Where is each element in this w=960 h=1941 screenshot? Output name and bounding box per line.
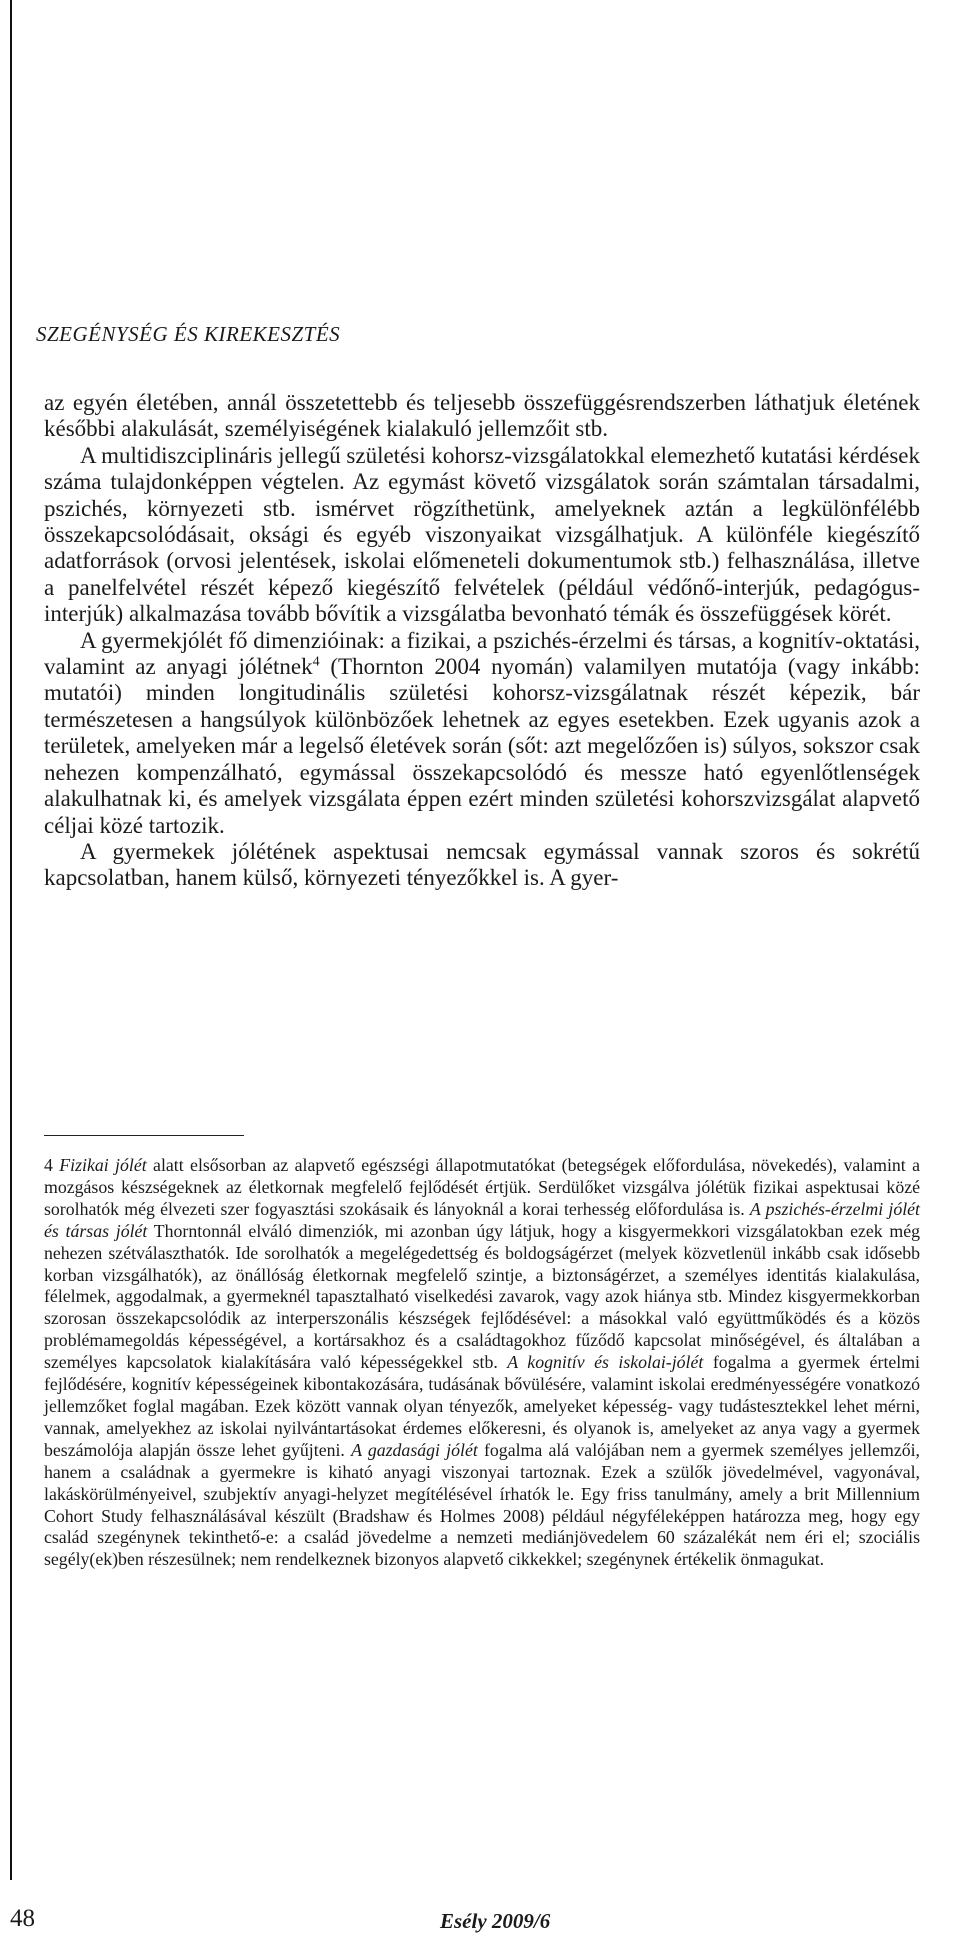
- footnote-text-3: fogalma a gyermek értelmi fejlődésére, kognitív képességeinek kibontakozására, tudásának bővülésére, valamint iskolai eredményességére vonatkozó jellemzőket foglal magában. Ezek között vannak olyan tényezők, amelyeket képesség- vagy tudástesztekkel lehet mérni, vannak, amelyekhez az iskolai nyilvántartásokat érdemes előkeresni, és olyanok is, amelyeket az anya vagy a gyermek beszámolója alapján össze lehet gyűjteni.: [44, 1352, 920, 1460]
- footnote-term-cognitive: A kognitív és iskolai-jólét: [507, 1352, 704, 1373]
- footnote-4: [44, 1155, 920, 1571]
- footnote-text-4: fogalma alá valójában nem a gyermek személyes jellemzői, hanem a családnak a gyermekre is kiható anyagi viszonyai tartoznak. Ezek a szülők jövedelmével, vagyonával, lakáskörülményeivel, szubjektív anyagi-helyzet megítélésével írhatók le. Egy friss tanulmány, amely a brit Millennium Cohort Study felhasználásával készült (Bradshaw és Holmes 2008) például négyféleképpen határozza meg, hogy egy család szegénynek tekinthető-e: a család jövedelme a nemzeti mediánjövedelem 60 százalékát nem éri el; szociális segély(ek)ben részesülnek; nem rendelkeznek bizonyos alapvető cikkekkel; szegénynek értékelik önmagukat.: [44, 1439, 920, 1570]
- main-text: [44, 390, 920, 892]
- journal-issue: Esély 2009/6: [440, 1909, 551, 1933]
- running-head: SZEGÉNYSÉG ÉS KIREKESZTÉS: [36, 322, 341, 346]
- footnote-separator: [44, 1135, 244, 1136]
- footnote-text-2: Thorntonnál elváló dimenziók, mi azonban úgy látjuk, hogy a kisgyermekkori vizsgálatokban ezek még nehezen szétválaszthatók. Ide sorolhatók a megelégedettség és boldogságérzet (melyek közvetlenül inkább csak idősebb korban vizsgálhatók), az önállóság életkornak megfelelő szintje, a biztonságérzet, a személyes identitás kialakulása, félelmek, aggodalmak, a gyermeknél tapasztalható viselkedési zavarok, vagy azok hiánya stb. Mindez kisgyermekkorban szorosan összekapcsolódik az interperszonális készségek fejlődésével: a másokkal való együttműködés és a közös problémamegoldás képességével, a kortársakhoz és a családtagokhoz fűződő kapcsolat minőségével, és általában a személyes kapcsolatok kialakítására való képességekkel stb.: [44, 1220, 920, 1373]
- footnote-text-1: alatt elsősorban az alapvető egészségi állapotmutatókat (betegségek előfordulása, növekedés), valamint a mozgásos készségeknek az életkornak megfelelő fejlődését értjük. Serdülőket vizsgálva jólétük fizikai aspektusai közé sorolhatók még élvezeti szer fogyasztási szokásaik és lányoknál a korai terhesség előfordulása is.: [44, 1155, 921, 1219]
- footnote-ref-4[interactable]: 4: [312, 654, 320, 670]
- paragraph-3-rest: (Thornton 2004 nyomán) valamilyen mutatója (vagy inkább: mutatói) minden longitudinális születési kohorsz-vizsgálatnak részét képezik, bár természetesen a hangsúlyok különbözőek lehetnek az egyes esetekben. Ezek ugyanis azok a területek, amelyeken már a legelső életévek során (sőt: azt megelőzően is) súlyos, sokszor csak nehezen kompenzálható, egymással összekapcsolódó és messze ható egyenlőtlenségek alakulhatnak ki, és amelyek vizsgálata éppen ezért minden születési kohorszvizsgálat alapvető céljai közé tartozik.: [44, 654, 920, 838]
- footnote-paragraph: [44, 1155, 920, 1571]
- footnote-term-economic: A gazdasági jólét: [351, 1439, 478, 1460]
- margin-rule: [10, 0, 12, 1880]
- paragraph-3: [44, 628, 920, 839]
- page-number: 48: [10, 1905, 35, 1932]
- footnote-number: 4: [44, 1155, 60, 1175]
- paragraph-2: A multidiszciplináris jellegű születési kohorsz-vizsgálatokkal elemezhető kutatási kérdések száma tulajdonképpen végtelen. Az egymást követő vizsgálatok során számtalan társadalmi, pszichés, környezeti stb. ismérvet rögzíthetünk, amelyeknek aztán a legkülönfélébb összekapcsolódásait, oksági és egyéb viszonyaikat vizsgálhatjuk. A különféle kiegészítő adatforrások (orvosi jelentések, iskolai előmeneteli dokumentumok stb.) felhasználása, illetve a panelfelvétel részét képező kiegészítő felvételek (például védőnő-interjúk, pedagógus-interjúk) alkalmazása tovább bővítik a vizsgálatba bevonható témák és összefüggések körét.: [44, 442, 920, 627]
- footnote-term-physical: Fizikai jólét: [59, 1155, 147, 1175]
- paragraph-1: az egyén életében, annál összetettebb és teljesebb összefüggésrendszerben láthatjuk életének későbbi alakulását, személyiségének kialakuló jellemzőit stb.: [44, 390, 920, 442]
- paragraph-4: A gyermekek jólétének aspektusai nemcsak egymással vannak szoros és sokrétű kapcsolatban, hanem külső, környezeti tényezőkkel is. A gyer-: [44, 838, 920, 891]
- paragraph-3-text: A gyermekjólét fő dimenzióinak: a fizikai, a pszichés-érzelmi és társas, a kognitív-oktatási, valamint az anyagi jólétnek: [44, 627, 920, 680]
- footnote-term-psychological: A pszichés-érzelmi jólét és társas jólét: [44, 1198, 920, 1241]
